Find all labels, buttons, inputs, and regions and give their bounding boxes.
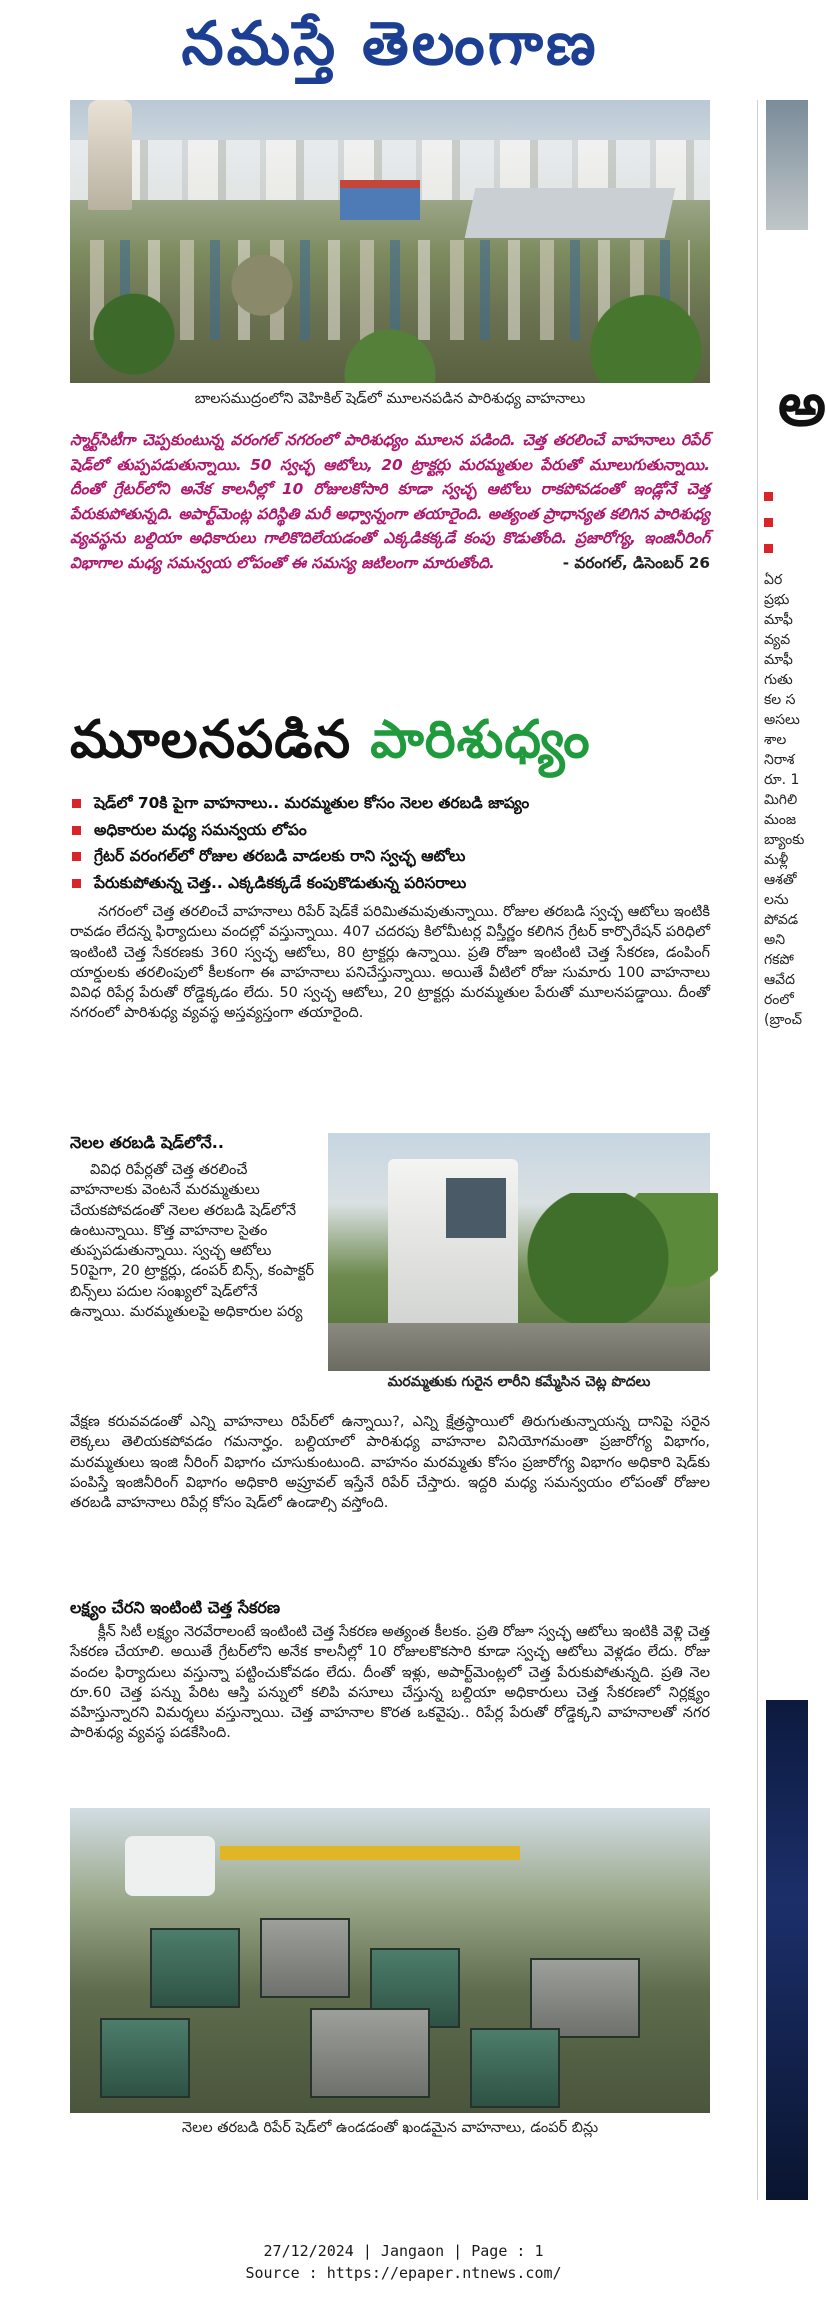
overgrown-truck-photo	[328, 1133, 710, 1371]
vehicle-shed-photo	[70, 100, 710, 383]
intro-summary	[70, 428, 710, 575]
adjacent-text-lines	[764, 570, 804, 1030]
adjacent-line: వ్యవ	[764, 632, 791, 648]
photo-bin	[100, 2018, 190, 2098]
adjacent-line: ఆశతో	[764, 872, 797, 888]
adjacent-line: మళ్లీ	[764, 852, 789, 868]
adjacent-article-column	[757, 100, 826, 2200]
adjacent-line: మాఫీ	[764, 612, 793, 628]
adjacent-line: (బ్రాంచ్	[764, 1012, 803, 1028]
adjacent-line: మిగిలి	[764, 792, 798, 808]
adjacent-line: అసలు	[764, 712, 800, 728]
photo-bin	[150, 1928, 240, 2008]
adjacent-line: పోవడ	[764, 912, 799, 928]
photo-truck-window	[446, 1178, 506, 1238]
photo-ground	[328, 1323, 710, 1371]
photo2-caption: మరమ్మతుకు గురైన లారీని కమ్మేసిన చెట్ల పొదలు	[387, 1374, 651, 1390]
headline-part1: మూలనపడిన	[70, 710, 371, 770]
adjacent-line: కల స	[764, 692, 796, 708]
headline-part2: పారిశుధ్యం	[370, 710, 591, 770]
adjacent-line: ప్రభు	[764, 592, 790, 608]
body-paragraph-2a: వివిధ రిపేర్లతో చెత్త తరలించే వాహనాలకు వెంటనే మరమ్మతులు చేయకపోవడంతో నెలల తరబడి షెడ్‌లోనే ఉంటున్నాయి. కొత్త వాహనాల సైతం తుప్పపడుతున్నాయి. స్వచ్ఛ ఆటోలు 50పైగా, 20 ట్రాక్టర్లు, డంపర్ బిన్స్, కంపాక్టర్ బిన్స్‌లు పదుల సంఖ్యలో షెడ్‌లోనే ఉన్నాయి. మరమ్మతులపై అధికారుల పర్య	[70, 1162, 315, 1321]
body-paragraph-1: నగరంలో చెత్త తరలించే వాహనాలు రిపేర్ షెడ్‌కే పరిమితమవుతున్నాయి. రోజుల తరబడి స్వచ్ఛ ఆటోలు ఇంటికి రావడం లేదన్న ఫిర్యాదులు వందల్లో వస్తున్నాయి. 407 చదరపు కిలోమీటర్ల విస్తీర్ణం కలిగిన గ్రేటర్ కార్పొరేషన్ పరిధిలో ఇంటింటి చెత్త సేకరణకు 360 స్వచ్ఛ ఆటోలు, 80 ట్రాక్టర్లు ఉన్నాయి. ప్రతి రోజూ ఇంటింటి చెత్త సేకరణ, డంపింగ్ యార్డులకు తరలింపులో కీలకంగా ఈ వాహనాలు పనిచేస్తున్నాయి. అయితే వీటిలో రోజు సుమారు 100 వాహనాలు వివిధ రిపేర్ల పేరుతో రోడ్డెక్కడం లేదు. 50 స్వచ్ఛ ఆటోలు, 20 ట్రాక్టర్లు మరమ్మతుల పేరుతో మూలనపడ్డాయి. దీంతో నగరంలో పారిశుధ్య వ్యవస్థ అస్తవ్యస్తంగా తయారైంది.	[70, 904, 710, 1022]
intro-text: స్మార్ట్‌సిటీగా చెప్పకుంటున్న వరంగల్ నగరంలో పారిశుధ్యం మూలన పడింది. చెత్త తరలించే వాహనాలు రిపేర్ షెడ్‌లో తుప్పపడుతున్నాయి. 50 స్వచ్ఛ ఆటోలు, 20 ట్రాక్టర్లు మరమ్మతుల పేరుతో మూలుగుతున్నాయి. దీంతో గ్రేటర్‌లోని అనేక కాలనీల్లో 10 రోజులకోసారి కూడా స్వచ్ఛ ఆటోలు రాకపోవడంతో ఇండ్లోనే చెత్త పేరుకుపోతున్నది. అపార్ట్‌మెంట్ల పరిస్థితి మరీ అధ్వాన్నంగా తయారైంది. అత్యంత ప్రాధాన్యత కలిగిన పారిశుధ్య వ్యవస్థను బల్దియా అధికారులు గాలికొదిలేయడంతో ఎక్కడికక్కడే కంపు కొడుతోంది. ప్రజారోగ్య, ఇంజినీరింగ్ విభాగాల మధ్య సమన్వయ లోపంతో ఈ సమస్య జటిలంగా మారుతోంది.	[70, 431, 710, 572]
adjacent-bullet	[764, 544, 773, 553]
subhead-months-in-shed: నెలల తరబడి షెడ్‌లోనే..	[70, 1133, 224, 1152]
adjacent-line: మంజ	[764, 812, 797, 828]
adjacent-line: ఏర	[764, 572, 783, 588]
footer-source-link[interactable]: Source : https://epaper.ntnews.com/	[245, 2264, 562, 2282]
adjacent-headline-glyph: అ	[778, 370, 826, 440]
body-paragraph-3: క్లీన్ సిటీ లక్ష్యం నెరవేరాలంటే ఇంటింటి చెత్త సేకరణ అత్యంత కీలకం. ప్రతి రోజూ స్వచ్ఛ ఆటోలు ఇంటికి వెళ్లి చెత్త సేకరణ చేయాలి. అయితే గ్రేటర్‌లోని అనేక కాలనీల్లో 10 రోజులకొకసారి కూడా స్వచ్ఛ ఆటోలు వెళ్లడం లేదు. రోజు వందల ఫిర్యాదులు వస్తున్నా పట్టించుకోవడం లేదు. దీంతో ఇళ్లు, అపార్ట్‌మెంట్లలో చెత్త పేరుకుపోతున్నది. ప్రతి నెల రూ.60 చెత్త పన్ను పేరిట ఆస్తి పన్నులో కలిపి వసూలు చేస్తున్న బల్దియా అధికారులు చెత్త సేకరణలో నిర్లక్ష్యం వహిస్తున్నారని విమర్శలు వస్తున్నాయి. చెత్త వాహనాల కొరత ఒకవైపు.. రిపేర్ల పేరుతో రోడ్డెక్కని వాహనాలతో నగర పారిశుధ్య వ్యవస్థ పడకేసింది.	[70, 1624, 710, 1742]
photo-bushes	[518, 1193, 718, 1323]
adjacent-photo-bottom	[766, 1700, 808, 2200]
highlight-item: అధికారుల మధ్య సమన్వయ లోపం	[70, 817, 710, 844]
adjacent-line: గుతు	[764, 672, 793, 688]
dumper-bins-photo	[70, 1808, 710, 2113]
adjacent-photo-top	[766, 100, 808, 230]
photo-bin	[530, 1958, 640, 2038]
photo-white-vehicle	[125, 1836, 215, 1896]
footer-edition-info: 27/12/2024 | Jangaon | Page : 1	[263, 2242, 544, 2260]
photo3-caption: నెలల తరబడి రిపేర్ షెడ్‌లో ఉండడంతో ఖండమైన వాహనాలు, డంపర్ బిన్లు	[181, 2120, 599, 2136]
highlights-list	[70, 790, 710, 896]
body-paragraph-2b: వేక్షణ కరువవడంతో ఎన్ని వాహనాలు రిపేర్‌లో ఉన్నాయి?, ఎన్ని క్షేత్రస్థాయిలో తిరుగుతున్నాయన్న దానిపై సరైన లెక్కలు తెలియకపోవడం గమనార్హం. బల్దియాలో పారిశుధ్య వాహనాల వినియోగమంతా ప్రజారోగ్య విభాగం, మరమ్మతులు ఇంజి నీరింగ్ విభాగం చూసుకుంటుంది. వాహనం మరమ్మతు కోసం ప్రజారోగ్య విభాగం అధికారి షెడ్‌కు పంపిస్తే ఇంజినీరింగ్ విభాగం అధికారి అప్రూవల్ ఇస్తేనే రిపేర్ చేస్తారు. ఇద్దరి మధ్య సమన్వయం లోపంతో రోజుల తరబడి వాహనాలు రిపేర్ల కోసం షెడ్‌లో ఉండాల్సి వస్తోంది.	[70, 1414, 710, 1512]
page-footer	[0, 2240, 807, 2284]
adjacent-line: గకపో	[764, 952, 794, 968]
adjacent-line: రంలో	[764, 992, 794, 1008]
subhead-door-to-door-collection: లక్ష్యం చేరని ఇంటింటి చెత్త సేకరణ	[70, 1598, 281, 1617]
adjacent-line: మాఫీ	[764, 652, 793, 668]
dateline: - వరంగల్, డిసెంబర్ 26	[562, 553, 710, 572]
adjacent-line: అని	[764, 932, 786, 948]
article-headline	[70, 700, 710, 780]
highlight-item: షెడ్‌లో 70కి పైగా వాహనాలు.. మరమ్మతుల కోసం నెలల తరబడి జాప్యం	[70, 790, 710, 817]
photo-water-tower	[88, 100, 132, 210]
photo-yellow-crane	[220, 1846, 520, 1860]
adjacent-line: లను	[764, 892, 789, 908]
highlight-item: పేరుకుపోతున్న చెత్త.. ఎక్కడికక్కడే కంపుకొడుతున్న పరిసరాలు	[70, 870, 710, 897]
adjacent-line: శాల	[764, 732, 787, 748]
adjacent-line: నిరాశ	[764, 752, 795, 768]
masthead	[70, 4, 710, 84]
photo-bin	[470, 2028, 560, 2108]
adjacent-line: బ్యాంకు	[764, 832, 805, 848]
photo-bin	[310, 2008, 430, 2098]
adjacent-line: రూ. 1	[764, 772, 800, 788]
adjacent-line: ఆవేద	[764, 972, 796, 988]
photo-shed-building	[340, 180, 420, 220]
adjacent-bullet	[764, 492, 773, 501]
photo-bin	[260, 1918, 350, 1998]
newspaper-title: నమస్తే తెలంగాణ	[181, 9, 599, 79]
photo-trees	[70, 220, 710, 383]
photo1-caption: బాలసముద్రంలోని వెహికిల్ షెడ్‌లో మూలనపడిన పారిశుధ్య వాహనాలు	[194, 391, 586, 407]
highlight-item: గ్రేటర్ వరంగల్‌లో రోజుల తరబడి వాడలకు రాని స్వచ్ఛ ఆటోలు	[70, 843, 710, 870]
adjacent-bullet	[764, 518, 773, 527]
